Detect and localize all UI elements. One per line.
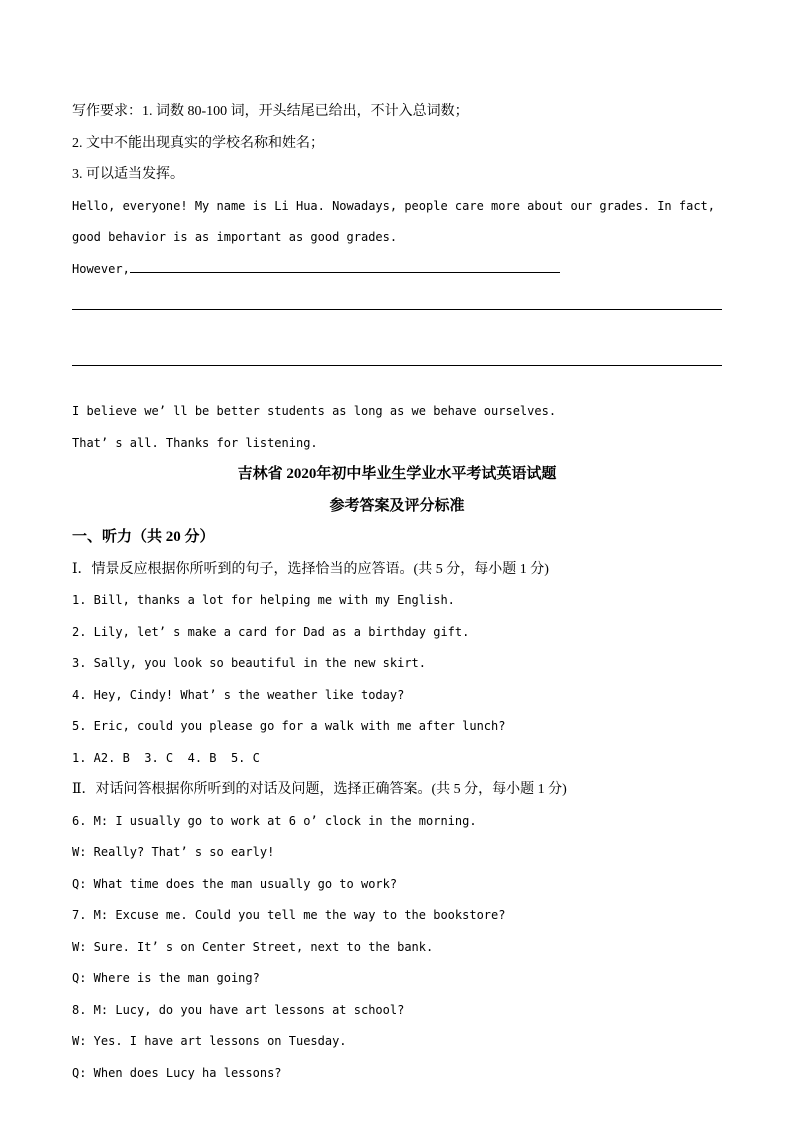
writing-line-row-1 <box>72 309 722 341</box>
however-line <box>72 254 722 286</box>
writing-line <box>72 365 722 366</box>
part2-heading: Ⅱ．对话问答根据你所听到的对话及问题，选择正确答案。(共 5 分，每小题 1 分) <box>72 782 567 797</box>
blank-underline <box>130 259 560 273</box>
section-heading-listening: 一、听力（共 20 分） <box>72 529 215 545</box>
listening-sentence-2: 2. Lily, let’ s make a card for Dad as a birthday gift. <box>72 624 470 639</box>
essay-opening-line-1: Hello, everyone! My name is Li Hua. Nowadays, people care more about our grades. In fact, <box>72 198 715 213</box>
essay-closing-line-2: That’ s all. Thanks for listening. <box>72 435 318 450</box>
dialogue-line-6: Q: Where is the man going? <box>72 971 260 985</box>
dialogue-line-1: 6. M: I usually go to work at 6 o’ clock in the morning. <box>72 813 477 828</box>
listening-sentence-4: 4. Hey, Cindy! What’ s the weather like today? <box>72 687 405 702</box>
requirement-line-3: 3. 可以适当发挥。 <box>72 167 184 182</box>
part1-answers: 1. A2. B 3. C 4. B 5. C <box>72 750 260 765</box>
writing-line-row-2 <box>72 365 722 397</box>
essay-closing-line-1: I believe we’ ll be better students as long as we behave ourselves. <box>72 404 557 418</box>
dialogue-line-4: 7. M: Excuse me. Could you tell me the way to the bookstore? <box>72 908 506 922</box>
however-label: However, <box>72 261 130 276</box>
dialogue-line-8: W: Yes. I have art lessons on Tuesday. <box>72 1034 347 1048</box>
listening-sentence-3: 3. Sally, you look so beautiful in the new skirt. <box>72 656 427 670</box>
part1-heading: Ⅰ．情景反应根据你所听到的句子，选择恰当的应答语。(共 5 分，每小题 1 分) <box>72 561 549 577</box>
answer-key-title: 吉林省 2020年初中毕业生学业水平考试英语试题 <box>237 466 557 482</box>
writing-line <box>72 309 722 310</box>
essay-opening-line-2: good behavior is as important as good grades. <box>72 230 398 244</box>
dialogue-line-7: 8. M: Lucy, do you have art lessons at school? <box>72 1002 405 1017</box>
answer-key-subtitle: 参考答案及评分标准 <box>329 497 465 514</box>
requirement-line-1: 写作要求：1. 词数 80-100 词，开头结尾已给出，不计入总词数； <box>72 104 469 119</box>
requirement-line-2: 2. 文中不能出现真实的学校名称和姓名； <box>72 135 324 151</box>
dialogue-line-2: W: Really? That’ s so early! <box>72 845 275 859</box>
listening-sentence-5: 5. Eric, could you please go for a walk with me after lunch? <box>72 719 506 733</box>
dialogue-line-9: Q: When does Lucy ha lessons? <box>72 1065 282 1080</box>
dialogue-line-3: Q: What time does the man usually go to work? <box>72 876 398 891</box>
listening-sentence-1: 1. Bill, thanks a lot for helping me with my English. <box>72 593 455 607</box>
dialogue-line-5: W: Sure. It’ s on Center Street, next to the bank. <box>72 939 434 954</box>
